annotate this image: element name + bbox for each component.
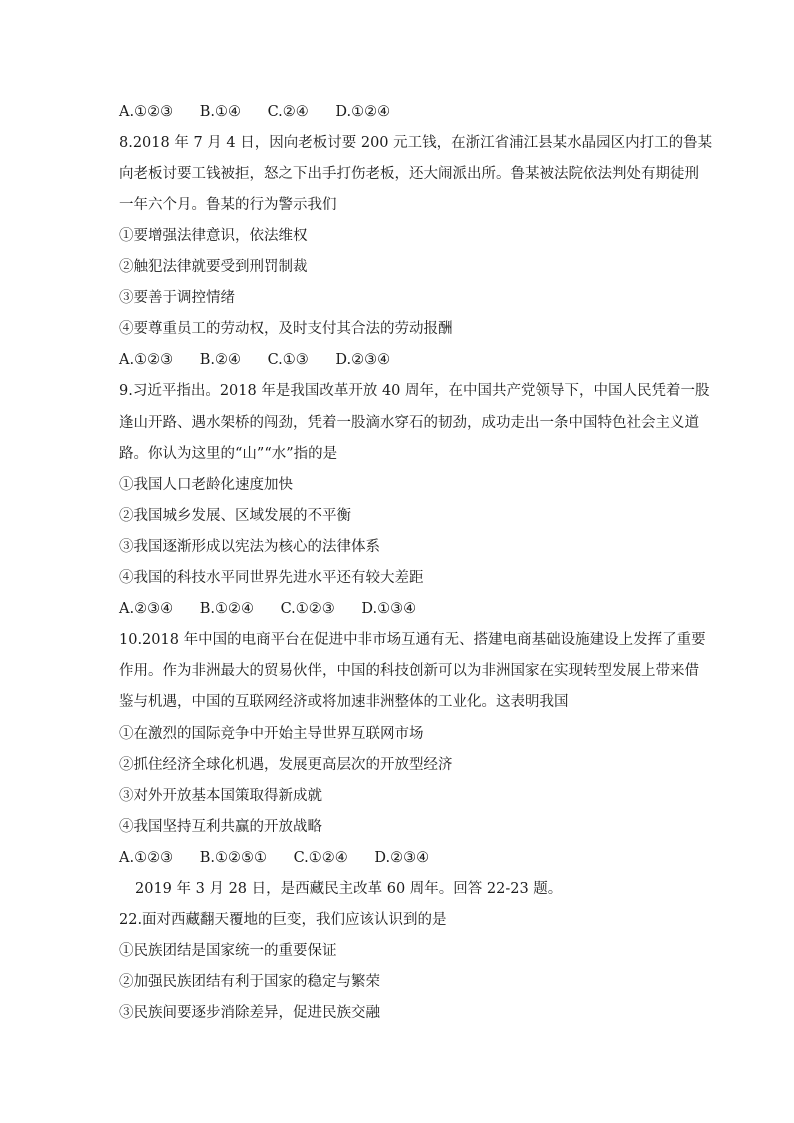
q10-item-2: ②抓住经济全球化机遇，发展更高层次的开放型经济 (119, 757, 453, 773)
q7-options (119, 102, 412, 122)
option-b: B.②④ (199, 352, 241, 368)
q10-item-4: ④我国坚持互利共赢的开放战略 (119, 819, 322, 835)
q10-item-1: ①在激烈的国际竞争中开始主导世界互联网市场 (119, 726, 424, 742)
option-a: A.①②③ (119, 104, 174, 120)
q8-item-4: ④要尊重员工的劳动权，及时支付其合法的劳动报酬 (119, 321, 453, 337)
q10-stem-line-2: 作用。作为非洲最大的贸易伙伴，中国的科技创新可以为非洲国家在实现转型发展上带来借 (119, 663, 699, 679)
q9-stem-line-2: 逢山开路、遇水架桥的闯劲，凭着一股滴水穿石的韧劲，成功走出一条中国特色社会主义道 (119, 415, 699, 431)
q8-options (119, 350, 412, 370)
q9-stem-line-3: 路。你认为这里的“山”“水”指的是 (119, 446, 338, 462)
q22-item-1: ①民族团结是国家统一的重要保证 (119, 943, 337, 959)
q10-options (119, 848, 451, 868)
option-a: A.①②③ (119, 850, 174, 866)
option-d: D.②③④ (374, 850, 430, 866)
q9-item-1: ①我国人口老龄化速度加快 (119, 477, 293, 493)
q9-options (119, 599, 438, 619)
q8-stem-line-3: 一年六个月。鲁某的行为警示我们 (119, 197, 337, 213)
q9-stem-line-1: 9.习近平指出。2018 年是我国改革开放 40 周年，在中国共产党领导下，中国人民凭着一股 (119, 383, 710, 399)
q10-item-3: ③对外开放基本国策取得新成就 (119, 788, 322, 804)
q10-stem-line-3: 鉴与机遇，中国的互联网经济或将加速非洲整体的工业化。这表明我国 (119, 694, 569, 710)
q22-item-2: ②加强民族团结有利于国家的稳定与繁荣 (119, 974, 380, 990)
q8-item-3: ③要善于调控情绪 (119, 290, 235, 306)
option-c: C.②④ (267, 104, 309, 120)
option-d: D.②③④ (335, 352, 391, 368)
q8-stem-line-1: 8.2018 年 7 月 4 日，因向老板讨要 200 元工钱，在浙江省浦江县某水晶园区内打工的鲁某 (119, 135, 713, 151)
option-b: B.①④ (199, 104, 241, 120)
group-intro: 2019 年 3 月 28 日，是西藏民主改革 60 周年。回答 22-23 题。 (135, 881, 563, 897)
option-c: C.①②④ (293, 850, 348, 866)
q9-item-4: ④我国的科技水平同世界先进水平还有较大差距 (119, 570, 424, 586)
option-a: A.①②③ (119, 352, 174, 368)
q22-item-3: ③民族间要逐步消除差异，促进民族交融 (119, 1005, 380, 1021)
q9-item-3: ③我国逐渐形成以宪法为核心的法律体系 (119, 539, 380, 555)
q8-item-2: ②触犯法律就要受到刑罚制裁 (119, 259, 308, 275)
option-c: C.①③ (267, 352, 309, 368)
option-b: B.①②④ (199, 601, 254, 617)
option-d: D.①②④ (335, 104, 391, 120)
q10-stem-line-1: 10.2018 年中国的电商平台在促进中非市场互通有无、搭建电商基础设施建设上发挥了重要 (119, 632, 706, 648)
q22-stem: 22.面对西藏翻天覆地的巨变，我们应该认识到的是 (119, 912, 447, 928)
option-a: A.②③④ (119, 601, 174, 617)
q8-item-1: ①要增强法律意识，依法维权 (119, 228, 308, 244)
option-c: C.①②③ (280, 601, 335, 617)
option-b: B.①②⑤① (199, 850, 267, 866)
option-d: D.①③④ (361, 601, 417, 617)
q9-item-2: ②我国城乡发展、区域发展的不平衡 (119, 508, 351, 524)
q8-stem-line-2: 向老板讨要工钱被拒，怒之下出手打伤老板，还大闹派出所。鲁某被法院依法判处有期徒刑 (119, 166, 699, 182)
